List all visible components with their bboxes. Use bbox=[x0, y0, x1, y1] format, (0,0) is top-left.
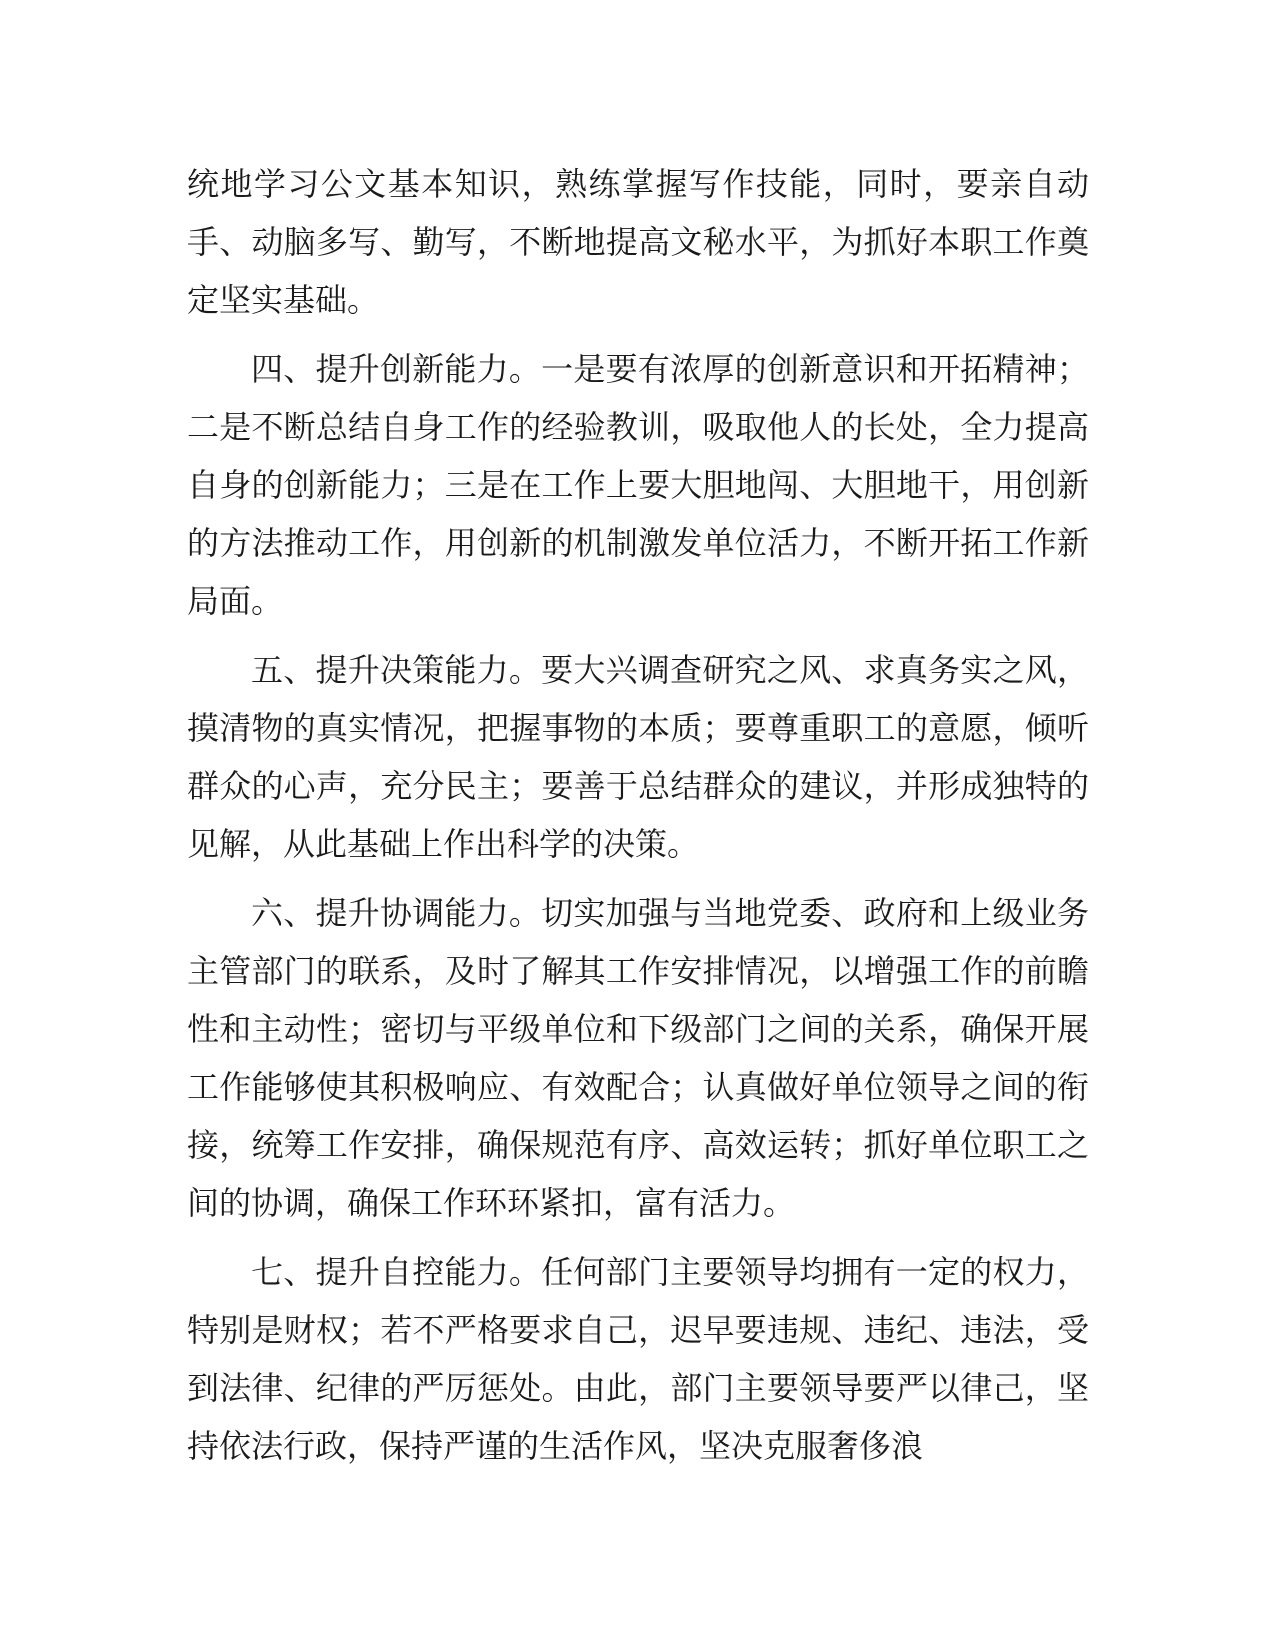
paragraph-innovation: 四、提升创新能力。一是要有浓厚的创新意识和开拓精神；二是不断总结自身工作的经验教训，吸取他人的长处，全力提高自身的创新能力；三是在工作上要大胆地闯、大胆地干，用创新的方法推动工作，用创新的机制激发单位活力，不断开拓工作新局面。 bbox=[187, 350, 1089, 620]
document-body bbox=[187, 155, 1089, 1486]
paragraph-self-control: 七、提升自控能力。任何部门主要领导均拥有一定的权力，特别是财权；若不严格要求自己，迟早要违规、违纪、违法，受到法律、纪律的严厉惩处。由此，部门主要领导要严以律己，坚持依法行政，保持严谨的生活作风，坚决克服奢侈浪 bbox=[187, 1253, 1089, 1465]
paragraph-decision: 五、提升决策能力。要大兴调查研究之风、求真务实之风，摸清物的真实情况，把握事物的本质；要尊重职工的意愿，倾听群众的心声，充分民主；要善于总结群众的建议，并形成独特的见解，从此基础上作出科学的决策。 bbox=[187, 651, 1089, 863]
paragraph-coordination: 六、提升协调能力。切实加强与当地党委、政府和上级业务主管部门的联系，及时了解其工作安排情况，以增强工作的前瞻性和主动性；密切与平级单位和下级部门之间的关系，确保开展工作能够使其积极响应、有效配合；认真做好单位领导之间的衔接，统筹工作安排，确保规范有序、高效运转；抓好单位职工之间的协调，确保工作环环紧扣，富有活力。 bbox=[187, 894, 1089, 1222]
paragraph-continuation: 统地学习公文基本知识，熟练掌握写作技能，同时，要亲自动手、动脑多写、勤写，不断地提高文秘水平，为抓好本职工作奠定坚实基础。 bbox=[187, 165, 1089, 319]
